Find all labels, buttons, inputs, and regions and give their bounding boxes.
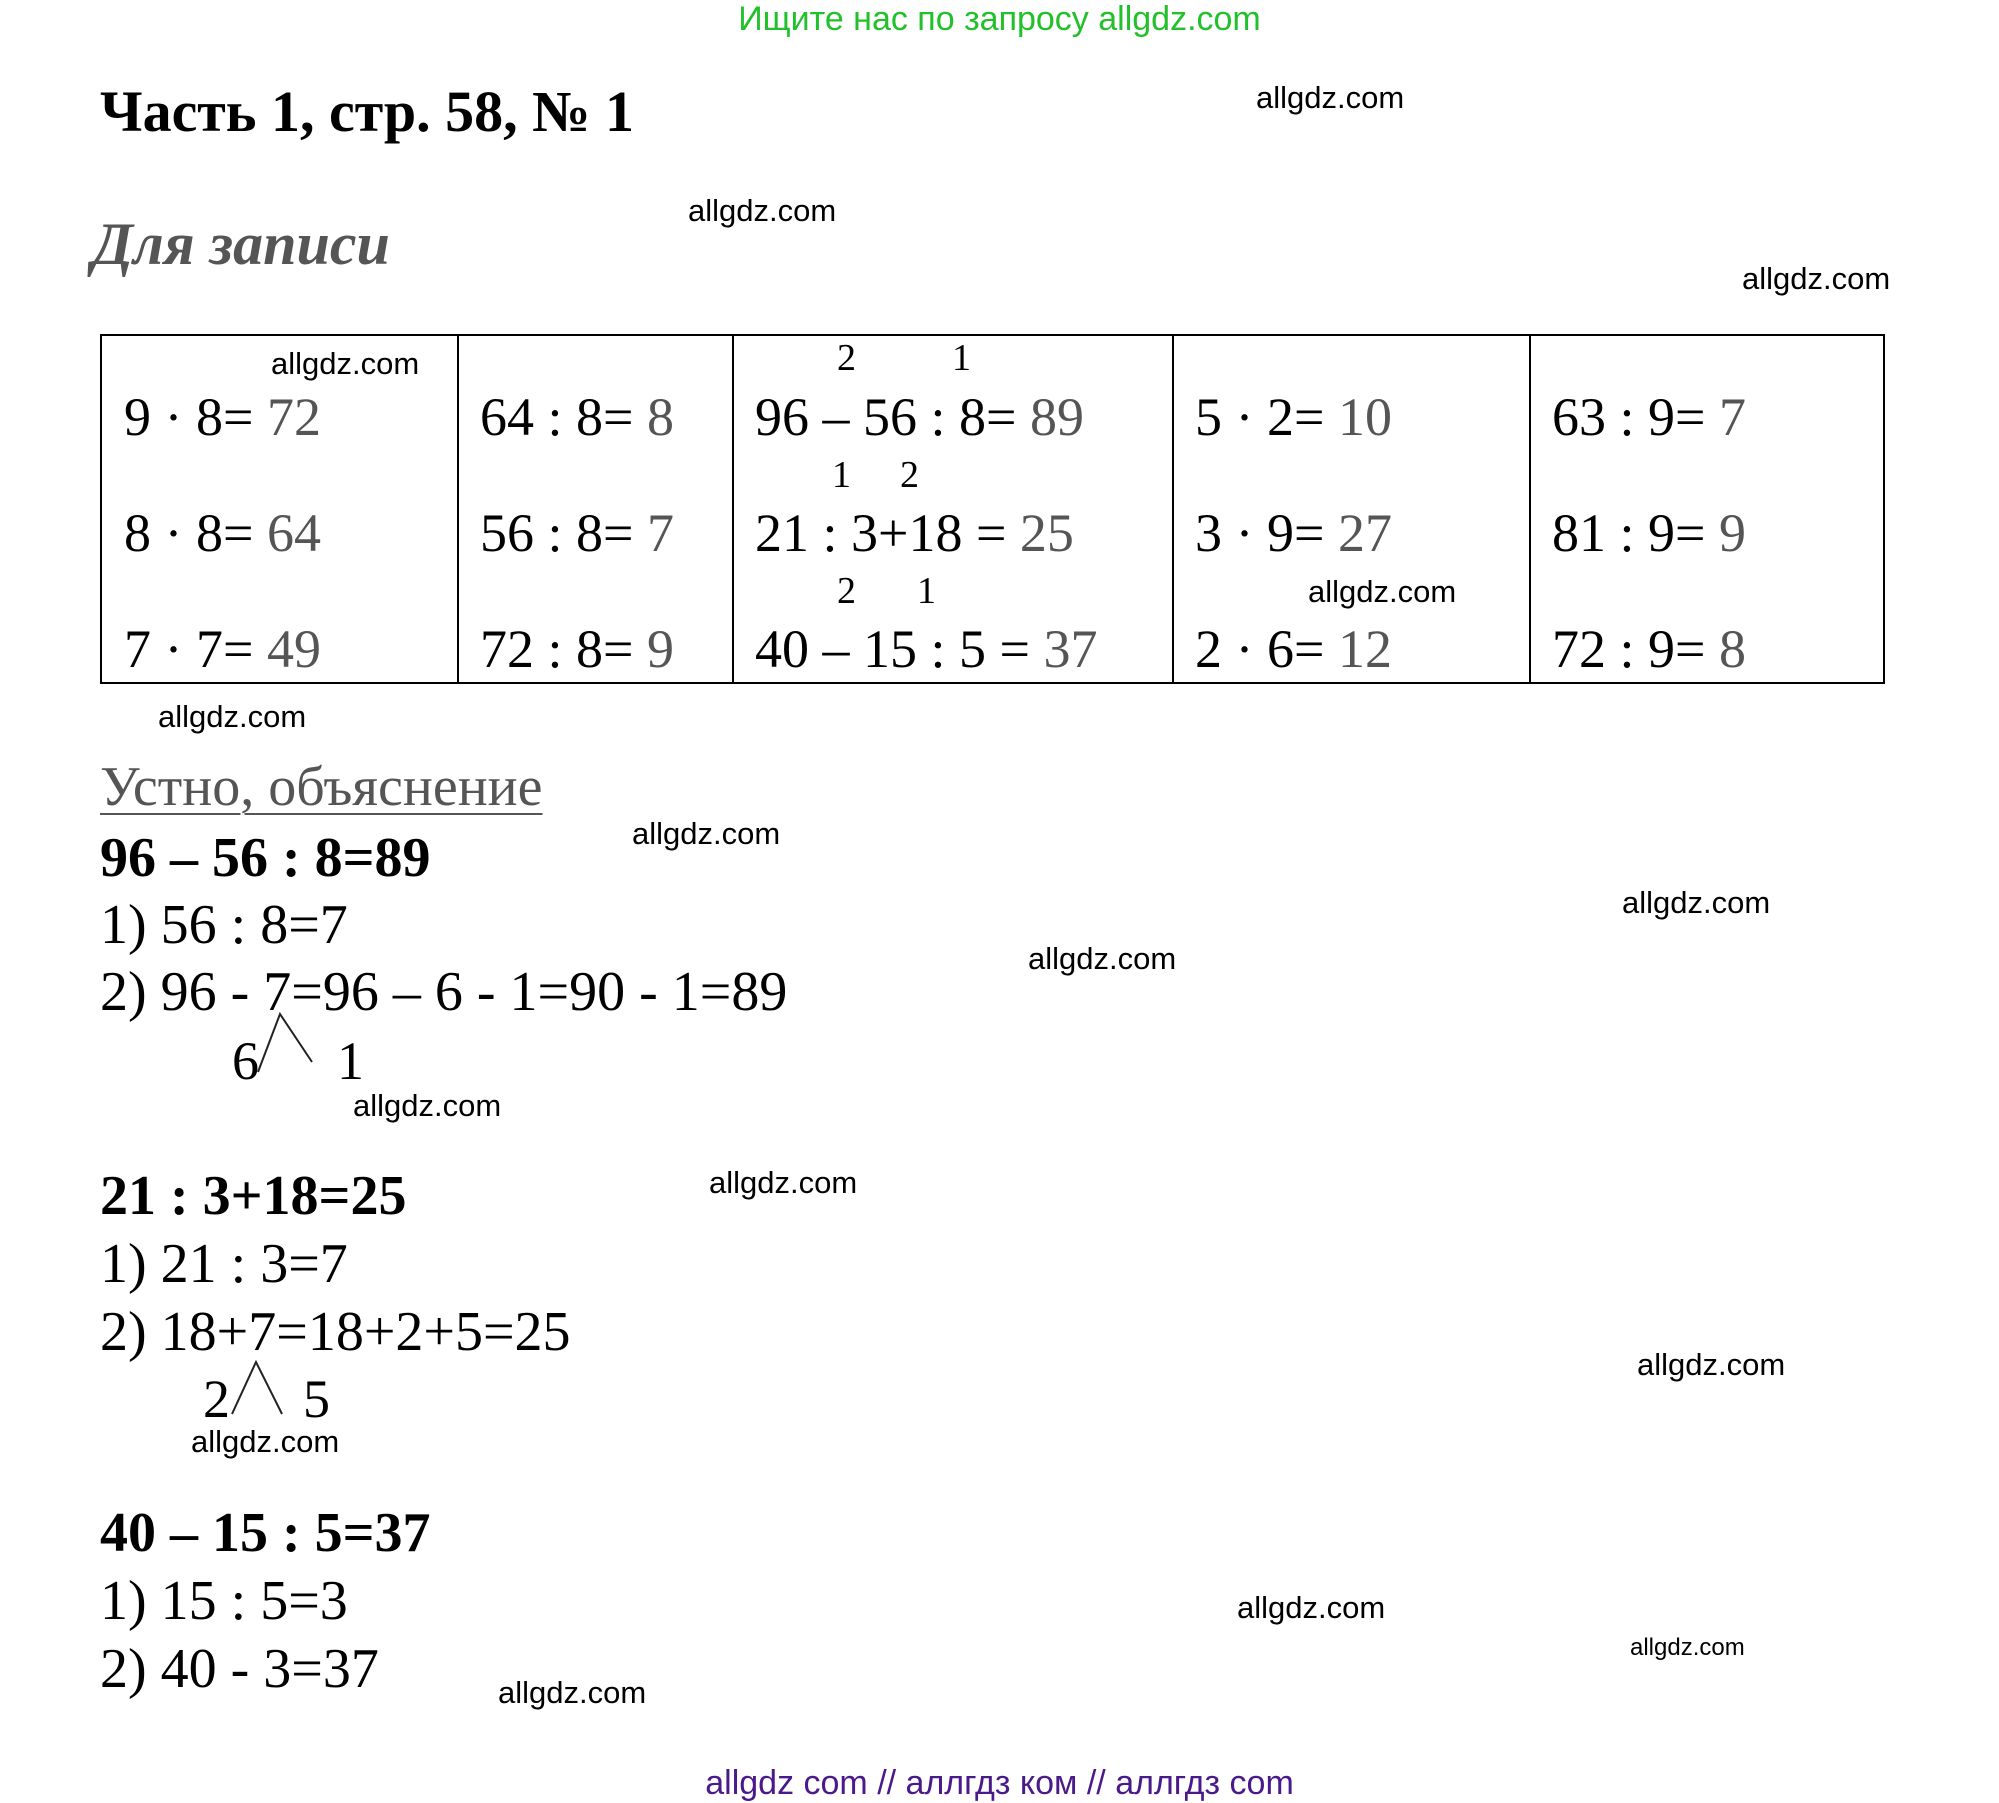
table-divider <box>457 336 459 682</box>
watermark: allgdz.com <box>1256 80 1405 115</box>
table-cell: 5 · 2= 10 <box>1195 387 1392 447</box>
table-cell: 21 : 3+18 = 25 <box>755 503 1074 563</box>
watermark: allgdz.com <box>1742 261 1891 296</box>
page-title: Часть 1, стр. 58, № 1 <box>100 79 634 144</box>
decomposition-part: 2 <box>203 1369 230 1429</box>
table-cell: 56 : 8= 7 <box>480 503 674 563</box>
explanation-step: 2) 96 - 7=96 – 6 - 1=90 - 1=89 <box>100 961 788 1023</box>
arithmetic-table <box>100 334 1885 684</box>
top-banner[interactable]: Ищите нас по запросу allgdz.com <box>738 0 1261 38</box>
order-mark: 2 <box>837 570 856 612</box>
table-divider <box>1172 336 1174 682</box>
watermark: allgdz.com <box>688 193 837 228</box>
watermark: allgdz.com <box>353 1088 502 1123</box>
order-mark: 1 <box>952 337 971 379</box>
table-cell: 63 : 9= 7 <box>1552 387 1746 447</box>
watermark: allgdz.com <box>632 816 781 851</box>
watermark: allgdz.com <box>1630 1634 1745 1661</box>
decomposition-part: 6 <box>232 1031 259 1091</box>
table-cell: 81 : 9= 9 <box>1552 503 1746 563</box>
watermark: allgdz.com <box>709 1165 858 1200</box>
order-mark: 1 <box>917 570 936 612</box>
order-mark: 2 <box>900 454 919 496</box>
explanation-step: 1) 15 : 5=3 <box>100 1570 348 1632</box>
watermark: allgdz.com <box>191 1424 340 1459</box>
explanation-equation: 96 – 56 : 8=89 <box>100 827 431 889</box>
explanation-equation: 40 – 15 : 5=37 <box>100 1502 431 1564</box>
watermark: allgdz.com <box>498 1675 647 1710</box>
footer-links[interactable]: allgdz com // аллгдз ком // аллгдз com <box>705 1764 1294 1802</box>
section-title: Устно, объяснение <box>100 756 543 818</box>
table-divider <box>732 336 734 682</box>
section-subtitle: Для записи <box>92 211 390 277</box>
watermark: allgdz.com <box>158 699 307 734</box>
table-cell: 8 · 8= 64 <box>124 503 321 563</box>
explanation-step: 2) 18+7=18+2+5=25 <box>100 1301 571 1363</box>
decomposition-part: 1 <box>337 1031 364 1091</box>
table-divider <box>1529 336 1531 682</box>
watermark: allgdz.com <box>1028 941 1177 976</box>
decomposition-lines <box>250 1010 320 1080</box>
explanation-step: 1) 21 : 3=7 <box>100 1233 348 1295</box>
order-mark: 1 <box>832 454 851 496</box>
explanation-equation: 21 : 3+18=25 <box>100 1165 407 1227</box>
table-cell: 72 : 8= 9 <box>480 619 674 679</box>
table-cell: 96 – 56 : 8= 89 <box>755 387 1084 447</box>
watermark: allgdz.com <box>1637 1347 1786 1382</box>
table-cell: 2 · 6= 12 <box>1195 619 1392 679</box>
explanation-step: 2) 40 - 3=37 <box>100 1638 379 1700</box>
table-cell: 7 · 7= 49 <box>124 619 321 679</box>
explanation-step: 1) 56 : 8=7 <box>100 894 348 956</box>
order-mark: 2 <box>837 337 856 379</box>
decomposition-part: 5 <box>303 1369 330 1429</box>
table-cell: 64 : 8= 8 <box>480 387 674 447</box>
watermark: allgdz.com <box>271 346 420 381</box>
table-cell: 9 · 8= 72 <box>124 387 321 447</box>
decomposition-lines <box>228 1358 288 1418</box>
watermark: allgdz.com <box>1622 885 1771 920</box>
table-cell: 40 – 15 : 5 = 37 <box>755 619 1098 679</box>
watermark: allgdz.com <box>1308 574 1457 609</box>
table-cell: 72 : 9= 8 <box>1552 619 1746 679</box>
watermark: allgdz.com <box>1237 1590 1386 1625</box>
table-cell: 3 · 9= 27 <box>1195 503 1392 563</box>
